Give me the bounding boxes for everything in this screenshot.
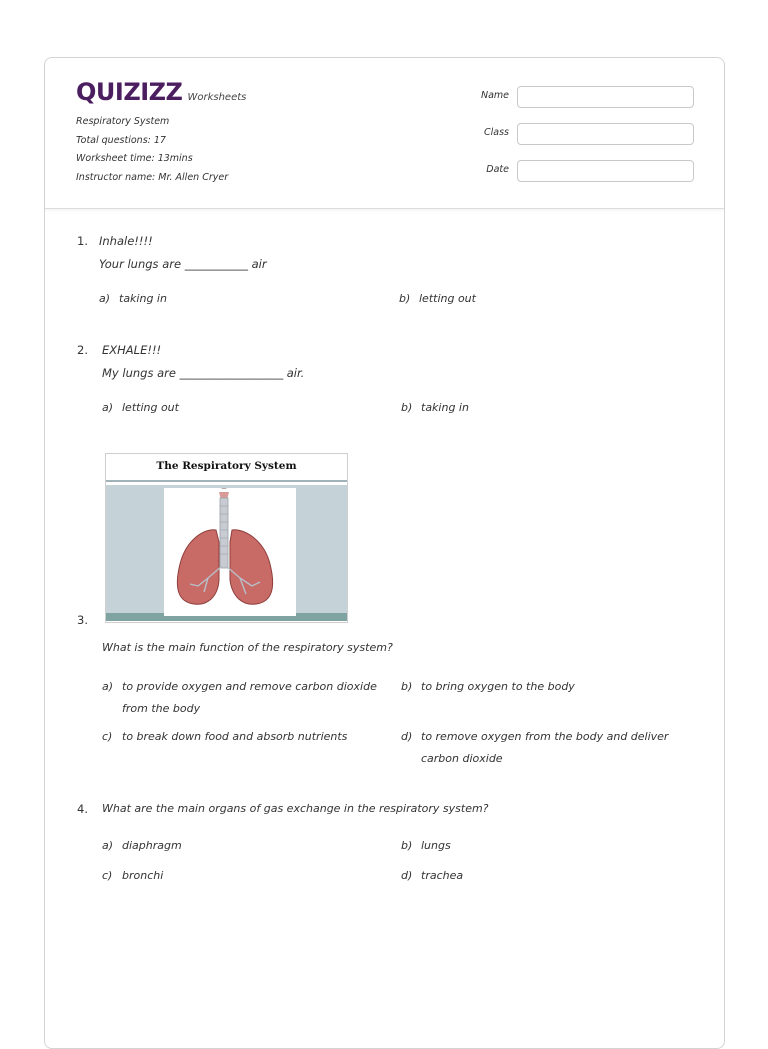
- option-text-continued: carbon dioxide: [421, 752, 503, 765]
- lungs-illustration: [164, 488, 296, 616]
- option-label: c): [102, 730, 113, 743]
- question-title: Inhale!!!!: [99, 234, 153, 248]
- option-a[interactable]: [102, 676, 377, 720]
- option-text: bronchi: [122, 869, 164, 882]
- option-a[interactable]: [102, 397, 179, 419]
- option-text: taking in: [421, 401, 469, 414]
- respiratory-system-figure: [105, 453, 348, 623]
- option-text-continued: from the body: [122, 702, 201, 715]
- class-field[interactable]: [517, 123, 694, 145]
- worksheet-time: Worksheet time: 13mins: [76, 153, 193, 164]
- question-number: 3.: [77, 613, 88, 627]
- option-label: b): [401, 401, 413, 414]
- question-text: What is the main function of the respiratory system?: [102, 641, 393, 654]
- option-text: to bring oxygen to the body: [421, 680, 575, 693]
- figure-title: The Respiratory System: [156, 460, 297, 472]
- option-label: b): [399, 292, 411, 305]
- option-label: a): [99, 292, 111, 305]
- option-text: trachea: [421, 869, 464, 882]
- option-label: a): [102, 680, 114, 693]
- name-field[interactable]: [517, 86, 694, 108]
- question-text: Your lungs are ___________ air: [99, 257, 267, 271]
- option-label: a): [102, 401, 114, 414]
- option-c[interactable]: [102, 726, 347, 748]
- option-label: d): [401, 730, 413, 743]
- question-title: EXHALE!!!: [102, 343, 162, 357]
- option-a[interactable]: [102, 835, 182, 857]
- date-field[interactable]: [517, 160, 694, 182]
- option-label: d): [401, 869, 413, 882]
- option-text: to remove oxygen from the body and deliver: [421, 730, 669, 743]
- option-b[interactable]: [401, 676, 575, 698]
- option-text: letting out: [419, 292, 476, 305]
- option-text: diaphragm: [122, 839, 182, 852]
- brand-subtitle: Worksheets: [187, 92, 247, 103]
- option-d[interactable]: [401, 726, 668, 770]
- option-label: c): [102, 869, 113, 882]
- worksheet-header: [45, 58, 724, 209]
- quizizz-logo: QUIZIZZ: [76, 78, 183, 106]
- option-b[interactable]: [399, 288, 476, 310]
- worksheet-title: Respiratory System: [76, 116, 170, 127]
- class-label: Class: [484, 127, 509, 138]
- figure-panel: [164, 488, 296, 616]
- name-label: Name: [480, 90, 509, 101]
- worksheet-meta: [76, 116, 228, 190]
- option-label: a): [102, 839, 114, 852]
- figure-band: [106, 480, 347, 482]
- worksheet: [44, 57, 725, 1049]
- option-a[interactable]: [99, 288, 167, 310]
- question-number: 2.: [77, 343, 88, 357]
- option-text: letting out: [122, 401, 179, 414]
- option-text: lungs: [421, 839, 451, 852]
- option-text: to break down food and absorb nutrients: [122, 730, 348, 743]
- option-b[interactable]: [401, 397, 469, 419]
- option-text: to provide oxygen and remove carbon dioxide: [122, 680, 377, 693]
- question-text: What are the main organs of gas exchange in the respiratory system?: [102, 802, 489, 815]
- date-label: Date: [486, 164, 509, 175]
- option-label: b): [401, 839, 413, 852]
- option-text: taking in: [119, 292, 167, 305]
- total-questions: Total questions: 17: [76, 134, 166, 146]
- instructor-name: Instructor name: Mr. Allen Cryer: [76, 171, 229, 183]
- option-label: b): [401, 680, 413, 693]
- option-b[interactable]: [401, 835, 451, 857]
- question-text: My lungs are __________________ air.: [102, 366, 305, 380]
- option-c[interactable]: [102, 865, 163, 887]
- question-number: 4.: [77, 802, 88, 816]
- brand-row: [76, 78, 246, 106]
- question-number: 1.: [77, 234, 88, 248]
- option-d[interactable]: [401, 865, 463, 887]
